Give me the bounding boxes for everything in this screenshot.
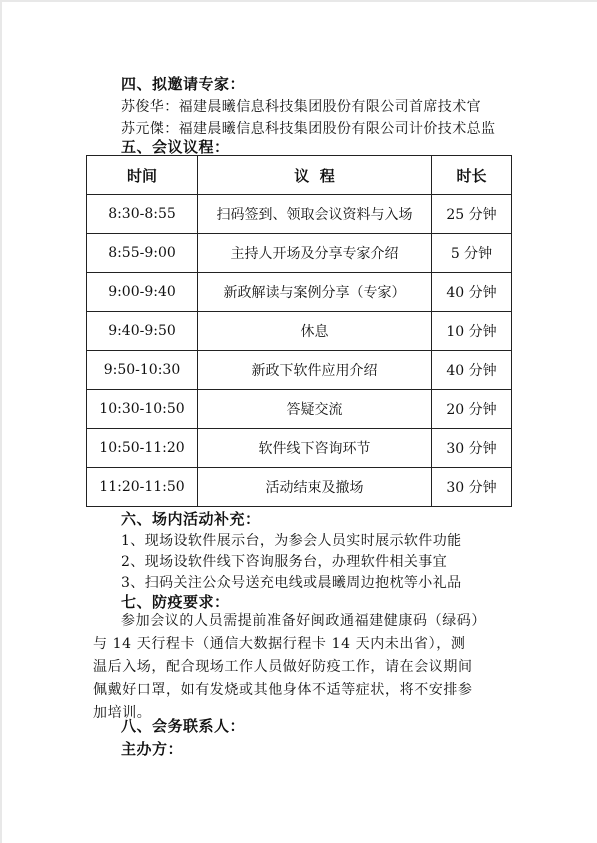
table-row bbox=[87, 351, 512, 390]
cell-agenda: 扫码签到、领取会议资料与入场 bbox=[198, 195, 432, 234]
section4-heading: 四、拟邀请专家： bbox=[121, 75, 246, 93]
agenda-table bbox=[86, 155, 512, 507]
cell-agenda: 新政下软件应用介绍 bbox=[198, 351, 432, 390]
organizer-label: 主办方： bbox=[121, 740, 184, 758]
cell-agenda: 软件线下咨询环节 bbox=[198, 429, 432, 468]
section8-heading: 八、会务联系人： bbox=[121, 717, 246, 735]
paragraph-line: 与 14 天行程卡（通信大数据行程卡 14 天内未出省），测 bbox=[93, 636, 466, 652]
section6-heading: 六、场内活动补充： bbox=[121, 510, 261, 528]
agenda-header-row bbox=[87, 156, 512, 195]
section5-heading: 五、会议议程： bbox=[121, 138, 230, 156]
cell-duration: 30 分钟 bbox=[432, 468, 512, 507]
cell-duration: 5 分钟 bbox=[432, 234, 512, 273]
table-row bbox=[87, 312, 512, 351]
cell-duration: 40 分钟 bbox=[432, 351, 512, 390]
cell-time: 9:40-9:50 bbox=[87, 312, 198, 351]
column-header-duration: 时长 bbox=[432, 156, 512, 195]
page-edge-left bbox=[0, 0, 2, 843]
paragraph-line: 加培训。 bbox=[93, 705, 152, 721]
paragraph-line: 参加会议的人员需提前准备好闽政通福建健康码（绿码） bbox=[121, 613, 486, 629]
table-row bbox=[87, 429, 512, 468]
cell-agenda: 新政解读与案例分享（专家） bbox=[198, 273, 432, 312]
cell-time: 8:55-9:00 bbox=[87, 234, 198, 273]
cell-agenda: 答疑交流 bbox=[198, 390, 432, 429]
page-edge-top bbox=[0, 0, 597, 2]
expert-line-2: 苏元傑：福建晨曦信息科技集团股份有限公司计价技术总监 bbox=[121, 121, 496, 137]
table-row bbox=[87, 468, 512, 507]
activity-item-3: 3、扫码关注公众号送充电线或晨曦周边抱枕等小礼品 bbox=[121, 575, 462, 591]
table-row bbox=[87, 234, 512, 273]
column-header-agenda: 议 程 bbox=[198, 156, 432, 195]
table-row bbox=[87, 195, 512, 234]
epidemic-paragraph bbox=[93, 610, 523, 725]
activity-item-1: 1、现场设软件展示台，为参会人员实时展示软件功能 bbox=[121, 533, 462, 549]
cell-agenda: 活动结束及撤场 bbox=[198, 468, 432, 507]
cell-duration: 30 分钟 bbox=[432, 429, 512, 468]
cell-agenda: 主持人开场及分享专家介绍 bbox=[198, 234, 432, 273]
section7-heading: 七、防疫要求： bbox=[121, 593, 230, 611]
column-header-time: 时间 bbox=[87, 156, 198, 195]
cell-duration: 25 分钟 bbox=[432, 195, 512, 234]
table-row bbox=[87, 273, 512, 312]
cell-time: 10:30-10:50 bbox=[87, 390, 198, 429]
cell-duration: 20 分钟 bbox=[432, 390, 512, 429]
expert-line-1: 苏俊华：福建晨曦信息科技集团股份有限公司首席技术官 bbox=[121, 99, 481, 115]
paragraph-line: 佩戴好口罩，如有发烧或其他身体不适等症状，将不安排参 bbox=[93, 682, 473, 698]
cell-time: 9:00-9:40 bbox=[87, 273, 198, 312]
table-row bbox=[87, 390, 512, 429]
cell-time: 8:30-8:55 bbox=[87, 195, 198, 234]
cell-agenda: 休息 bbox=[198, 312, 432, 351]
cell-duration: 40 分钟 bbox=[432, 273, 512, 312]
cell-duration: 10 分钟 bbox=[432, 312, 512, 351]
paragraph-line: 温后入场，配合现场工作人员做好防疫工作，请在会议期间 bbox=[93, 659, 473, 675]
activity-item-2: 2、现场设软件线下咨询服务台，办理软件相关事宜 bbox=[121, 554, 448, 570]
cell-time: 10:50-11:20 bbox=[87, 429, 198, 468]
cell-time: 9:50-10:30 bbox=[87, 351, 198, 390]
cell-time: 11:20-11:50 bbox=[87, 468, 198, 507]
